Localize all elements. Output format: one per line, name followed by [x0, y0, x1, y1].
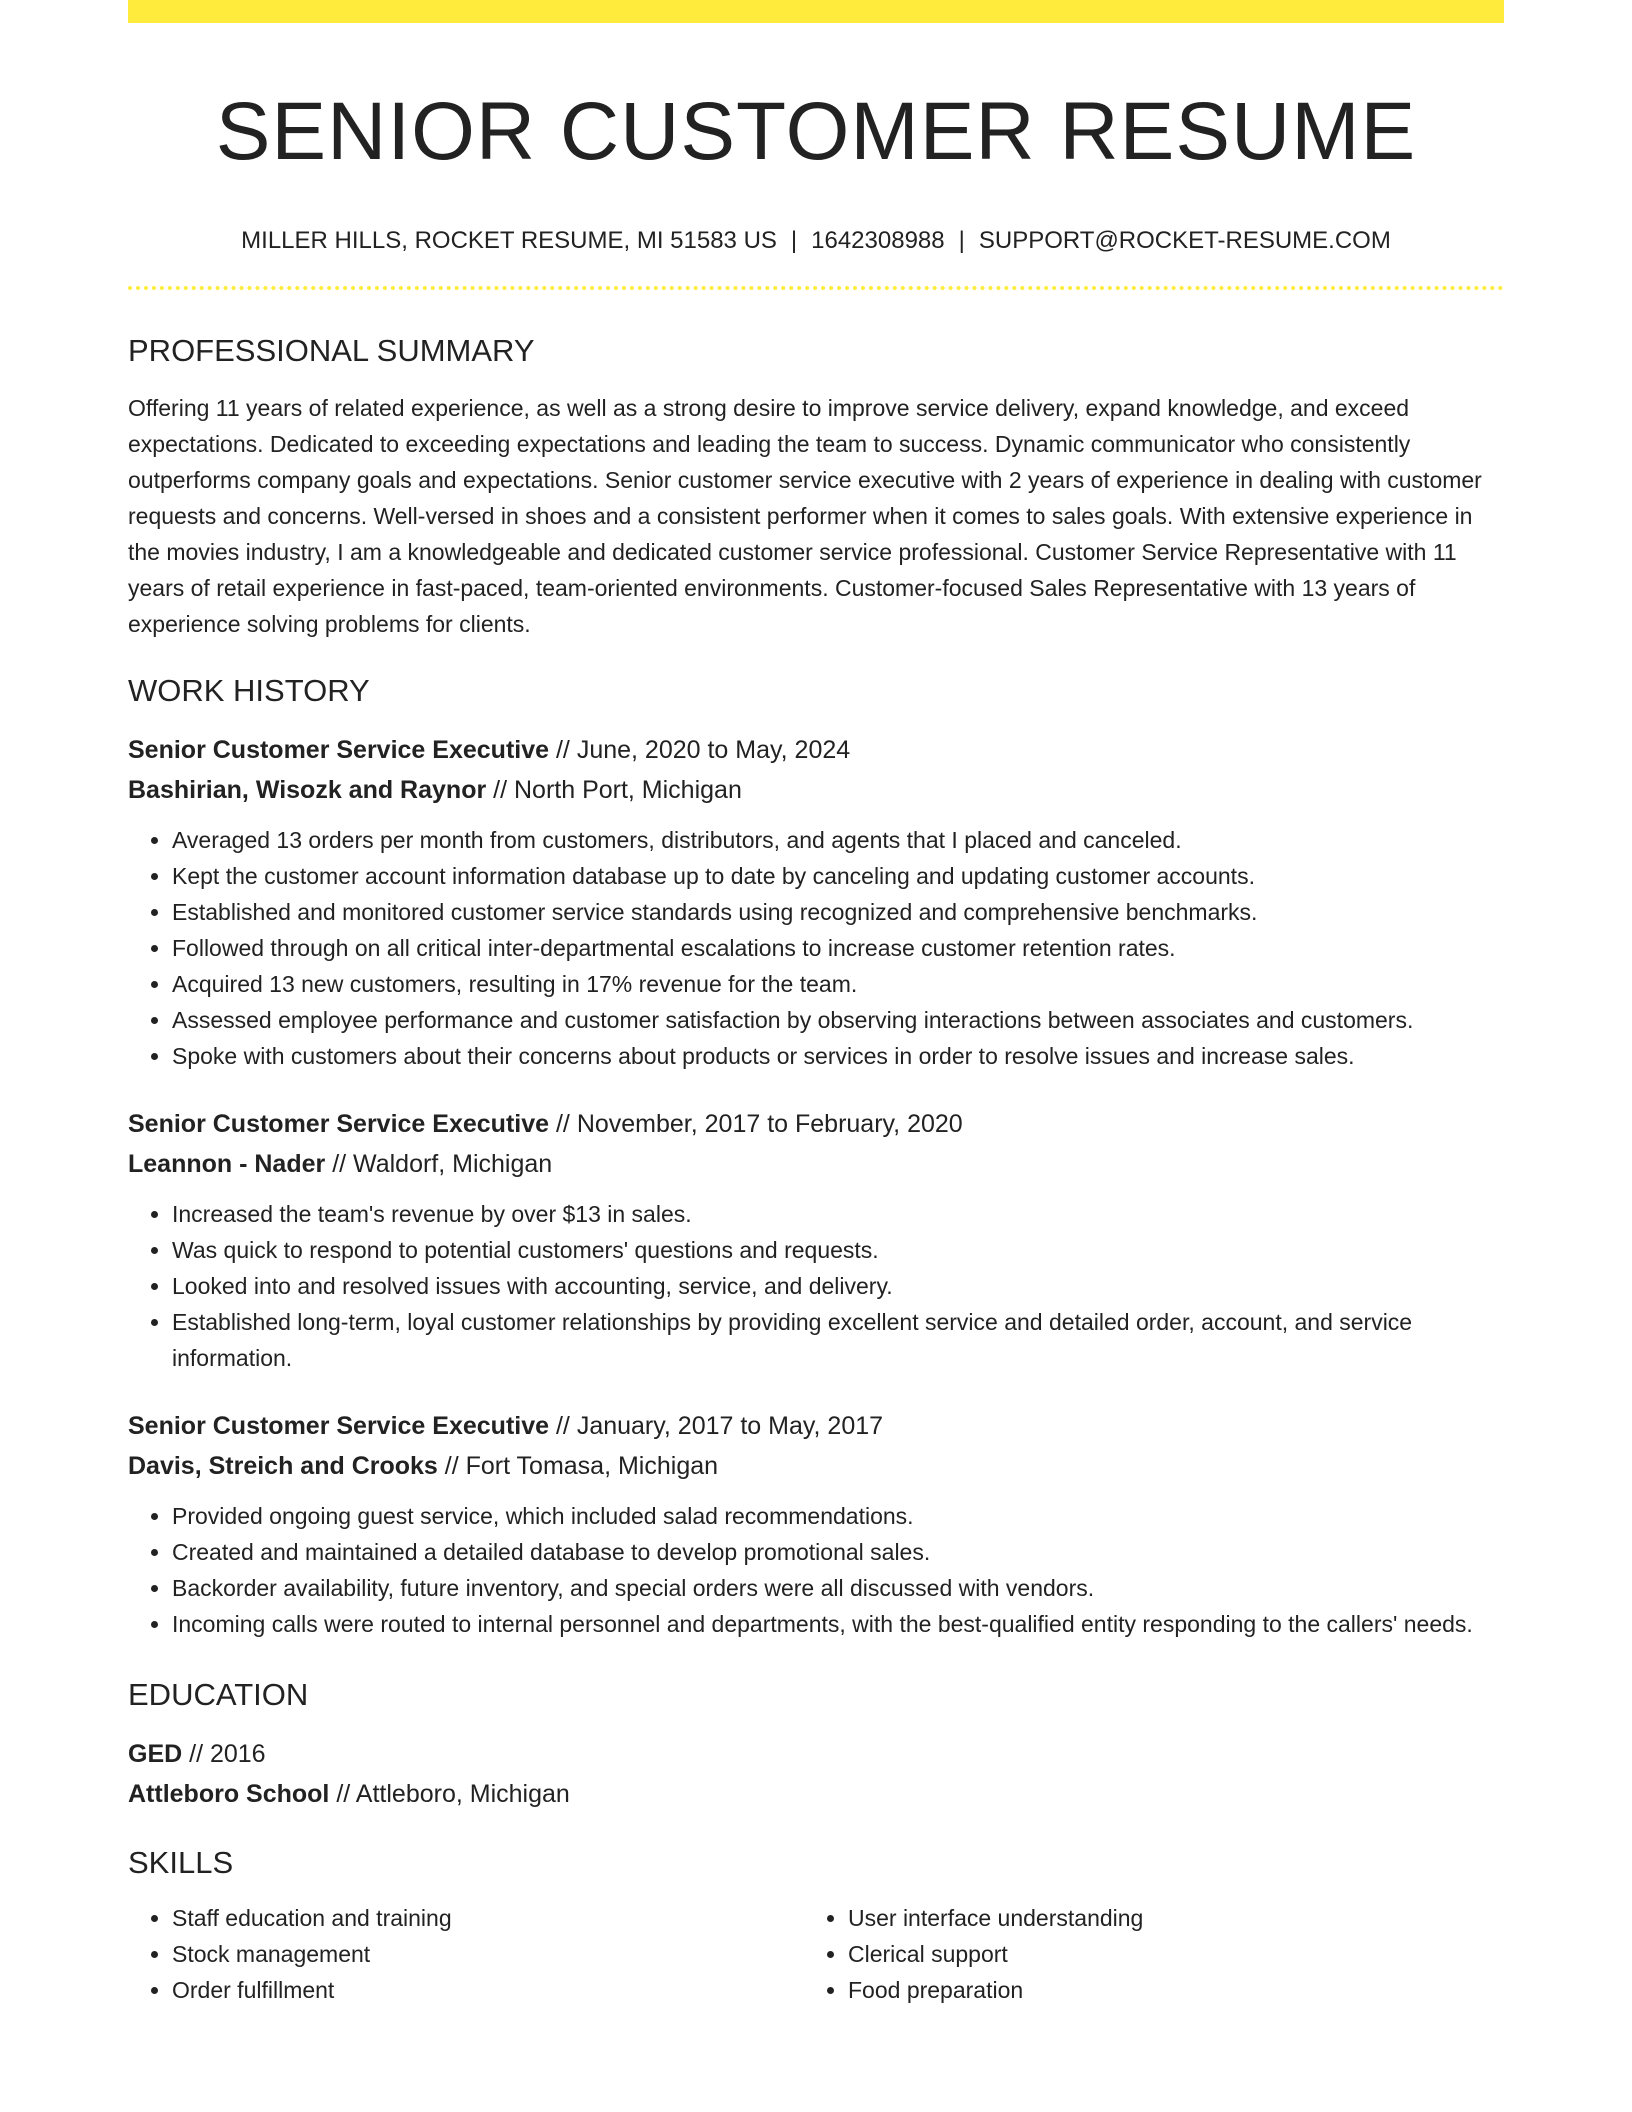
job-location: // Waldorf, Michigan — [325, 1150, 553, 1178]
education-degree-line — [128, 1734, 1504, 1774]
summary-text: Offering 11 years of related experience, as well as a strong desire to improve service delivery, expand knowledge, and exceed expectations. Dedicated to exceeding expectations and leading the team to success. Dynamic communicator who consistently outperforms company goals and expectations. Senior customer service executive with 2 years of experience in dealing with customer requests and concerns. Well-versed in shoes and a consistent performer when it comes to sales goals. With extensive experience in the movies industry, I am a knowledgeable and dedicated customer service professional. Customer Service Representative with 11 years of retail experience in fast-paced, team-oriented environments. Customer-focused Sales Representative with 13 years of experience solving problems for clients. — [128, 395, 1482, 637]
page-title: SENIOR CUSTOMER RESUME — [215, 86, 1417, 177]
education-school: Attleboro School — [128, 1780, 330, 1808]
list-item: • Provided ongoing guest service, which included salad recommendations. — [172, 1498, 1504, 1534]
job-company-line — [128, 770, 1504, 810]
job-title: Senior Customer Service Executive — [128, 1412, 550, 1440]
list-item: • Order fulfillment — [172, 1972, 804, 2008]
skills-right-list — [804, 1900, 1480, 2008]
job-entry — [128, 730, 1504, 1074]
contact-phone: 1642308988 — [811, 227, 945, 254]
list-item: • Created and maintained a detailed database to develop promotional sales. — [172, 1534, 1504, 1570]
list-item: • Looked into and resolved issues with accounting, service, and delivery. — [172, 1268, 1504, 1304]
list-item: • Acquired 13 new customers, resulting in 17% revenue for the team. — [172, 966, 1504, 1002]
job-location: // Fort Tomasa, Michigan — [437, 1452, 719, 1480]
resume-content — [128, 0, 1504, 2008]
list-item: • Spoke with customers about their concerns about products or services in order to resolve issues and increase sales. — [172, 1038, 1504, 1074]
job-title-line — [128, 1104, 1504, 1144]
job-title-line — [128, 1406, 1504, 1446]
skills-columns — [128, 1900, 1504, 2008]
job-dates: // January, 2017 to May, 2017 — [549, 1412, 884, 1440]
education-location: // Attleboro, Michigan — [329, 1780, 570, 1808]
contact-address: MILLER HILLS, ROCKET RESUME, MI 51583 US — [241, 227, 777, 254]
job-title: Senior Customer Service Executive — [128, 736, 550, 764]
work-history-heading: WORK HISTORY — [128, 673, 370, 708]
list-item: • Followed through on all critical inter-departmental escalations to increase customer retention rates. — [172, 930, 1504, 966]
list-item: • Clerical support — [848, 1936, 1480, 1972]
contact-email: SUPPORT@ROCKET-RESUME.COM — [978, 227, 1391, 254]
job-company-line — [128, 1446, 1504, 1486]
job-company: Davis, Streich and Crooks — [128, 1452, 438, 1480]
skills-heading: SKILLS — [128, 1845, 234, 1880]
job-bullets — [128, 1498, 1504, 1642]
education-degree: GED — [128, 1740, 183, 1768]
education-year: // 2016 — [182, 1740, 266, 1768]
skills-left-list — [128, 1900, 804, 2008]
contact-separator: | — [790, 227, 798, 254]
job-company-line — [128, 1144, 1504, 1184]
list-item: • User interface understanding — [848, 1900, 1480, 1936]
list-item: • Was quick to respond to potential customers' questions and requests. — [172, 1232, 1504, 1268]
list-item: • Backorder availability, future inventory, and special orders were all discussed with vendors. — [172, 1570, 1504, 1606]
list-item: • Staff education and training — [172, 1900, 804, 1936]
summary-heading: PROFESSIONAL SUMMARY — [128, 333, 535, 368]
job-title: Senior Customer Service Executive — [128, 1110, 550, 1138]
job-dates: // November, 2017 to February, 2020 — [549, 1110, 963, 1138]
contact-separator: | — [958, 227, 965, 254]
job-entry — [128, 1104, 1504, 1376]
job-dates: // June, 2020 to May, 2024 — [549, 736, 851, 764]
job-entry — [128, 1406, 1504, 1642]
education-school-line — [128, 1774, 1504, 1814]
list-item: • Increased the team's revenue by over $13 in sales. — [172, 1196, 1504, 1232]
list-item: • Incoming calls were routed to internal personnel and departments, with the best-qualified entity responding to the callers' needs. — [172, 1606, 1504, 1642]
job-company: Bashirian, Wisozk and Raynor — [128, 776, 487, 804]
list-item: • Assessed employee performance and customer satisfaction by observing interactions between associates and customers. — [172, 1002, 1504, 1038]
list-item: • Stock management — [172, 1936, 804, 1972]
list-item: • Established long-term, loyal customer relationships by providing excellent service and detailed order, account, and service information. — [172, 1304, 1504, 1376]
dotted-divider — [128, 286, 1504, 290]
education-heading: EDUCATION — [128, 1677, 309, 1712]
job-company: Leannon - Nader — [128, 1150, 326, 1178]
list-item: • Food preparation — [848, 1972, 1480, 2008]
job-bullets — [128, 1196, 1504, 1376]
job-bullets — [128, 822, 1504, 1074]
list-item: • Established and monitored customer service standards using recognized and comprehensive benchmarks. — [172, 894, 1504, 930]
job-location: // North Port, Michigan — [486, 776, 742, 804]
list-item: • Averaged 13 orders per month from customers, distributors, and agents that I placed and canceled. — [172, 822, 1504, 858]
job-title-line — [128, 730, 1504, 770]
list-item: • Kept the customer account information database up to date by canceling and updating customer accounts. — [172, 858, 1504, 894]
contact-line — [128, 226, 1504, 256]
